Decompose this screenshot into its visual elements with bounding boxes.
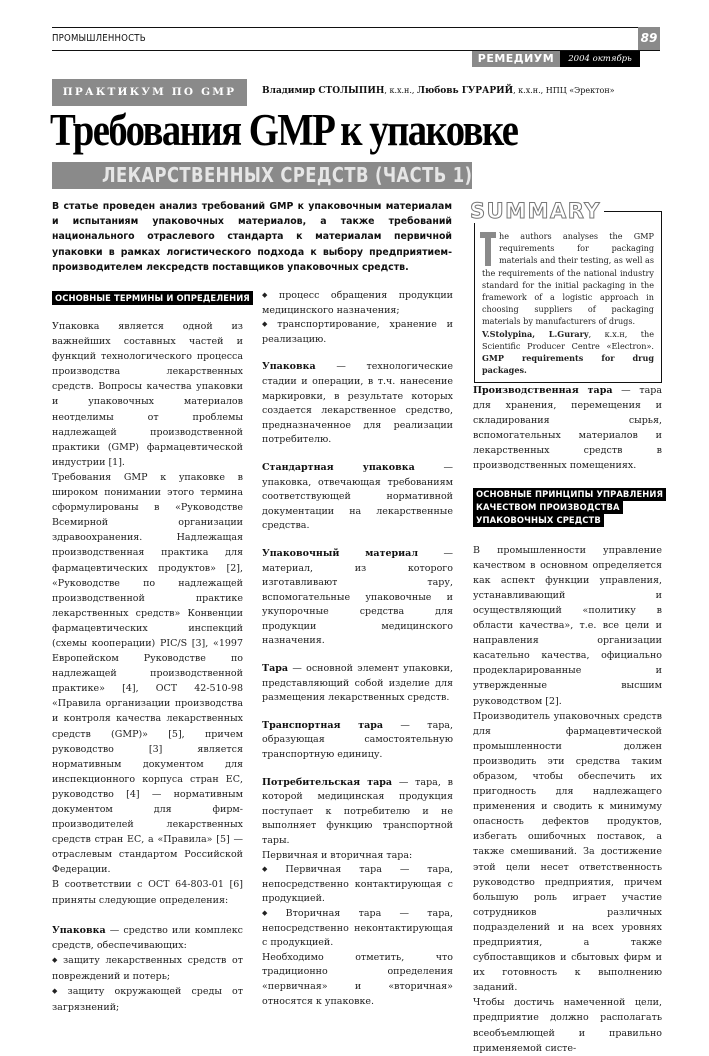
definition-text: — технологические стадии и операции, в т.ч. нанесение маркировки, в результате которых создается лекарственное средство, предназначенное для реализации потребителю. (262, 361, 453, 446)
summary-block (470, 199, 662, 383)
page-number: 89 (638, 27, 660, 50)
author-1-degree: , к.х.н., (384, 86, 418, 95)
definition (262, 360, 453, 448)
bullet-item: ◆ защиту окружающей среды от загрязнений; (52, 984, 243, 1015)
definition-term: Упаковочный материал (262, 547, 419, 559)
definition (52, 923, 243, 953)
summary-text (482, 230, 654, 376)
definition-text: — упаковка, отвечающая требованиям соответствующей нормативной документации на лекарственные средства. (262, 461, 453, 532)
definition-term: Производственная тара (473, 385, 613, 396)
definition-term: Стандартная упаковка (262, 461, 415, 473)
bullet-item: ◆ Вторичная тара — тара, непосредственно неконтактирующая с продукцией. (262, 907, 453, 951)
definition-text: — средство или комплекс средств, обеспечивающих: (52, 924, 243, 951)
definition-text: — тара для хранения, перемещения и складирования сырья, вспомогательных материалов и лекарственных средств в производственных помещениях. (473, 385, 662, 472)
section-heading-principles (473, 488, 662, 527)
definition-term: Тара (262, 663, 289, 675)
definition (473, 383, 662, 474)
bullet-item: ◆ защиту лекарственных средств от повреждений и потерь; (52, 953, 243, 984)
section-heading-line: КАЧЕСТВОМ ПРОИЗВОДСТВА (473, 501, 623, 514)
definition-term: Потребительская тара (262, 776, 393, 788)
summary-article-title: GMP requirements for drug packages. (482, 353, 654, 376)
summary-heading: SUMMARY (470, 199, 604, 223)
bullet-item: ◆ процесс обращения продукции медицинского назначения; (262, 289, 453, 318)
definition-text: — основной элемент упаковки, представляющий собой изделие для размещения лекарственных средств. (262, 663, 453, 704)
bullet-item: ◆ Первичная тара — тара, непосредственно контактирующая с продукцией. (262, 863, 453, 907)
summary-authors: V.Stolypina, L.Gurary (482, 328, 589, 339)
author-1-name: Владимир СТОЛЫПИН (262, 86, 385, 96)
paragraph: В промышленности управление качеством в основном определяется как аспект функции управления, устанавливающий и осуществляющий «политику в области качества», т.е. все цели и направления организации касательно качества, официально продекларированные и утвержденные высшим руководством [2]. (473, 544, 662, 707)
definition (262, 461, 453, 534)
definition-term: Транспортная тара (262, 719, 384, 731)
summary-box (474, 211, 662, 383)
journal-section-label: ПРОМЫШЛЕННОСТЬ (52, 33, 146, 44)
definition (262, 547, 453, 649)
paragraph: Производитель упаковочных средств для фармацевтической промышленности должен производить эти средства таким образом, чтобы обеспечить их пригодность для надлежащего применения и сводить к минимуму опасность дефектов продуктов, избегать ошибочных поставок, а также смешиваний. За достижение этой цели несет ответственность руководство предприятия, причем большую роль играет участие сотрудников различных подразделений и на всех уровнях предприятия, а также субпоставщиков и сбытовых фирм и их готовность к выполнению заданий. (473, 710, 662, 994)
definition-text: — тара, образующая самостоятельную транспортную единицу. (262, 719, 453, 761)
article-title: Требования GMP к упаковке (50, 105, 518, 155)
issue-date: 2004 октябрь (560, 51, 640, 67)
definition-term: Упаковка (262, 361, 316, 373)
definition (262, 776, 453, 849)
header-rule-top (52, 27, 660, 28)
definition (262, 662, 453, 706)
text-column-3 (473, 383, 662, 1056)
definition (262, 719, 453, 763)
author-2-degree: , к.х.н., НПЦ «Эректон» (513, 86, 615, 95)
rubric-label: ПРАКТИКУМ ПО GMP (52, 79, 247, 106)
author-2-name: Любовь ГУРАРИЙ (417, 86, 514, 96)
definition-text: — тара, в которой медицинская продукция поступает к потребителю и не выполняет функцию транспортной тары. (262, 776, 454, 846)
paragraph: Упаковка является одной из важнейших составных частей и функций технологического процесса производства лекарственных средств. Вопросы качества упаковки и упаковочных материалов неотделимы от проблемы надлежащей производственной практики (GMP) фармацевтической индустрии [1]. (52, 321, 243, 468)
article-authors (262, 86, 615, 96)
definition-text: — материал, из которого изготавливают тару, вспомогательные упаковочные и укупорочные средства для продукции медицинского назначения. (262, 547, 453, 647)
paragraph: Чтобы достичь намеченной цели, предприятие должно располагать всеобъемлющей и правильно применяемой систе- (473, 997, 662, 1054)
paragraph: Необходимо отметить, что традиционно определения «первичная» и «вторичная» относятся к упаковке. (262, 951, 453, 1007)
section-heading-line: УПАКОВОЧНЫХ СРЕДСТВ (473, 514, 604, 527)
summary-affiliation: , к.х.н, the Scientific Producer Centre «Electron». (482, 328, 654, 351)
summary-body: he authors analyses the GMP requirements for packaging materials and their testing, as well as the requirements of the national industry standard for the initial packaging in the framework of a logistic approach in choosing suppliers of packaging materials by manufacturers of drugs. (482, 231, 654, 327)
paragraph: Первичная и вторичная тара: (262, 849, 413, 861)
text-column-1 (52, 319, 243, 1015)
section-heading-terms: ОСНОВНЫЕ ТЕРМИНЫ И ОПРЕДЕЛЕНИЯ (52, 291, 253, 305)
article-lead: В статье проведен анализ требований GMP к упаковочным материалам и испытаниям упаковочных материалов, а также требований национального отраслевого стандарта к материалам первичной упаковки в рамках логистического подхода к выбору предприятием-производителем лексредств поставщиков упаковочных средств. (52, 201, 452, 273)
journal-logo: РЕМЕДИУМ (472, 51, 560, 67)
text-column-2 (262, 289, 453, 1009)
paragraph: В соответствии с ОСТ 64-803-01 [6] приняты следующие определения: (52, 879, 243, 906)
bullet-item: ◆ транспортирование, хранение и реализацию. (262, 318, 453, 347)
dropcap-t-icon (482, 232, 494, 264)
paragraph: Требования GMP к упаковке в широком понимании этого термина сформулированы в «Руководстве Всемирной организации здравоохранения. Надлежащая производственная практика для фармацевтических продуктов» [2], «Руководстве по надлежащей производственной практике лекарственных средств» Конвенции фармацевтических инспекций (схемы кооперации) PIC/S [3], «1997 Европейском Руководстве по надлежащей производственной практике» [4], ОСТ 42-510-98 «Правила организации производства и контроля качества лекарственных средств (GMP)» [5], причем руководство [3] является нормативным документом для инспекционного корпуса стран ЕС, руководство [4] — нормативным документом для фирм-производителей лекарственных средств стран ЕС, а «Правила» [5] — отраслевым стандартом Российской Федерации. (52, 471, 243, 876)
article-subtitle: ЛЕКАРСТВЕННЫХ СРЕДСТВ (ЧАСТЬ 1) (102, 163, 473, 187)
definition-term: Упаковка (52, 924, 106, 936)
section-heading-line: ОСНОВНЫЕ ПРИНЦИПЫ УПРАВЛЕНИЯ (473, 488, 666, 501)
